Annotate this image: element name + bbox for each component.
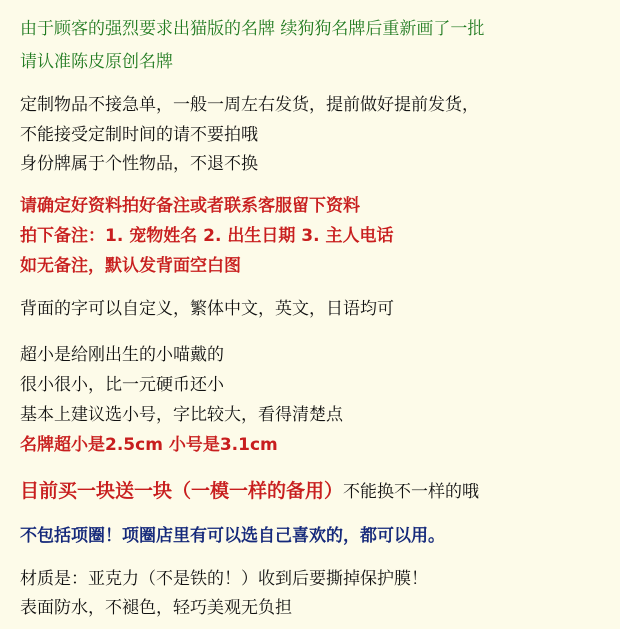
remark-line-2: 拍下备注：1. 宠物姓名 2. 出生日期 3. 主人电话 <box>20 226 394 246</box>
size-line-1: 超小是给刚出生的小喵戴的 <box>20 345 224 365</box>
policy-line-3: 身份牌属于个性物品，不退不换 <box>20 154 258 174</box>
notice-line-1: 由于顾客的强烈要求出猫版的名牌 续狗狗名牌后重新画了一批 <box>20 19 485 39</box>
size-line-2: 很小很小，比一元硬币还小 <box>20 375 224 395</box>
size-line-4: 名牌超小是2.5cm 小号是3.1cm <box>20 435 278 455</box>
size-line-3: 基本上建议选小号，字比较大，看得清楚点 <box>20 405 343 425</box>
material-line-1: 材质是：亚克力（不是铁的！）收到后要撕掉保护膜！ <box>20 569 428 589</box>
promo-main: 目前买一块送一块（一模一样的备用） <box>20 480 344 502</box>
remark-line-3: 如无备注，默认发背面空白图 <box>20 256 241 276</box>
material-line-2: 表面防水，不褪色，轻巧美观无负担 <box>20 598 292 618</box>
collar-line: 不包括项圈！项圈店里有可以选自己喜欢的，都可以用。 <box>20 526 445 546</box>
remark-line-1: 请确定好资料拍好备注或者联系客服留下资料 <box>20 196 360 216</box>
policy-line-2: 不能接受定制时间的请不要拍哦 <box>20 125 258 145</box>
promo-line <box>20 482 479 501</box>
promo-tail: 不能换不一样的哦 <box>343 482 480 502</box>
notice-line-2: 请认准陈皮原创名牌 <box>20 52 173 72</box>
back-text-line: 背面的字可以自定义，繁体中文，英文，日语均可 <box>20 299 394 319</box>
policy-line-1: 定制物品不接急单，一般一周左右发货，提前做好提前发货， <box>20 95 479 115</box>
